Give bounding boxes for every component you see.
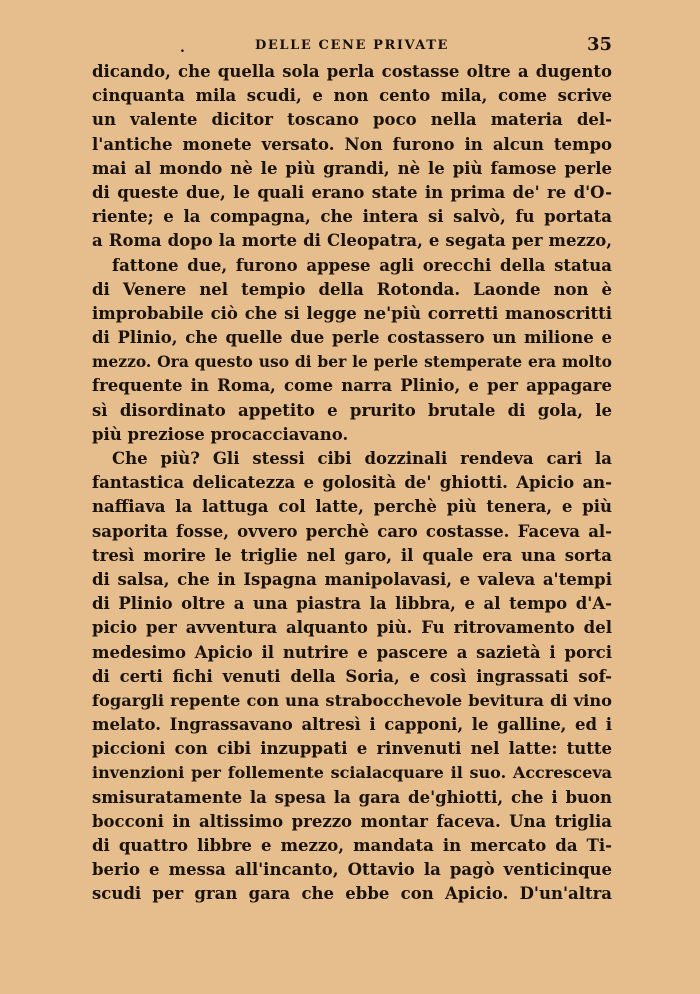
header-title: DELLE CENE PRIVATE: [255, 38, 449, 53]
text-line: scudi per gran gara che ebbe con Apicio. D'un'altra: [92, 884, 612, 904]
header-dot: .: [180, 40, 185, 56]
text-line: di Plinio, che quelle due perle costassero un milione e: [92, 328, 612, 348]
page-number: 35: [586, 34, 612, 55]
text-line: fogargli repente con una strabocchevole bevitura di vino: [92, 690, 612, 710]
text-line: Che più? Gli stessi cibi dozzinali rendeva cari la: [112, 449, 612, 468]
text-line: di quattro libbre e mezzo, mandata in mercato da Ti-: [92, 836, 612, 855]
text-line: dicando, che quella sola perla costasse oltre a dugento: [92, 62, 612, 81]
running-header: [92, 36, 612, 58]
text-line: smisuratamente la spesa la gara de'ghiotti, che i buon: [92, 787, 612, 807]
text-line: frequente in Roma, come narra Plinio, e per appagare: [92, 376, 612, 396]
text-line: medesimo Apicio il nutrire e pascere a sazietà i porci: [92, 642, 612, 662]
text-line: tresì morire le triglie nel garo, il quale era una sorta: [92, 545, 612, 565]
text-line: naffiava la lattuga col latte, perchè più tenera, e più: [92, 497, 612, 517]
text-line: l'antiche monete versato. Non furono in alcun tempo: [92, 134, 612, 154]
text-line: cinquanta mila scudi, e non cento mila, come scrive: [92, 86, 612, 106]
text-line: melato. Ingrassavano altresì i capponi, le galline, ed i: [92, 715, 612, 735]
text-line: fantastica delicatezza e golosità de' ghiotti. Apicio an-: [92, 473, 612, 493]
text-line: di Plinio oltre a una piastra la libbra, e al tempo d'A-: [92, 594, 612, 614]
text-line: sì disordinato appetito e prurito brutale di gola, le: [92, 400, 612, 420]
body-text: [92, 60, 612, 907]
text-line: invenzioni per follemente scialacquare il suo. Accresceva: [92, 763, 612, 783]
text-line: fattone due, furono appese agli orecchi della statua: [112, 255, 612, 275]
text-line: saporita fosse, ovvero perchè caro costasse. Faceva al-: [92, 521, 612, 541]
text-line: bocconi in altissimo prezzo montar faceva. Una triglia: [92, 811, 612, 831]
text-line: riente; e la compagna, che intera si salvò, fu portata: [92, 207, 612, 227]
text-line: a Roma dopo la morte di Cleopatra, e segata per mezzo,: [92, 231, 612, 251]
text-line: di Venere nel tempio della Rotonda. Laonde non è: [92, 279, 612, 299]
text-line: più preziose procacciavano.: [92, 424, 349, 444]
text-line: mai al mondo nè le più grandi, nè le più famose perle: [92, 158, 612, 178]
text-line: improbabile ciò che si legge ne'più corretti manoscritti: [92, 303, 612, 323]
text-line: mezzo. Ora questo uso di ber le perle stemperate era molto: [92, 352, 612, 372]
text-line: un valente dicitor toscano poco nella materia del-: [92, 110, 612, 130]
text-line: picio per avventura alquanto più. Fu ritrovamento del: [92, 618, 612, 638]
text-line: di certi fichi venuti della Soria, e così ingrassati sof-: [92, 666, 612, 686]
text-line: berio e messa all'incanto, Ottavio la pagò venticinque: [92, 860, 612, 880]
text-line: di queste due, le quali erano state in prima de' re d'O-: [92, 182, 612, 202]
text-line: piccioni con cibi inzuppati e rinvenuti nel latte: tutte: [92, 739, 612, 759]
text-line: di salsa, che in Ispagna manipolavasi, e valeva a'tempi: [92, 569, 612, 589]
